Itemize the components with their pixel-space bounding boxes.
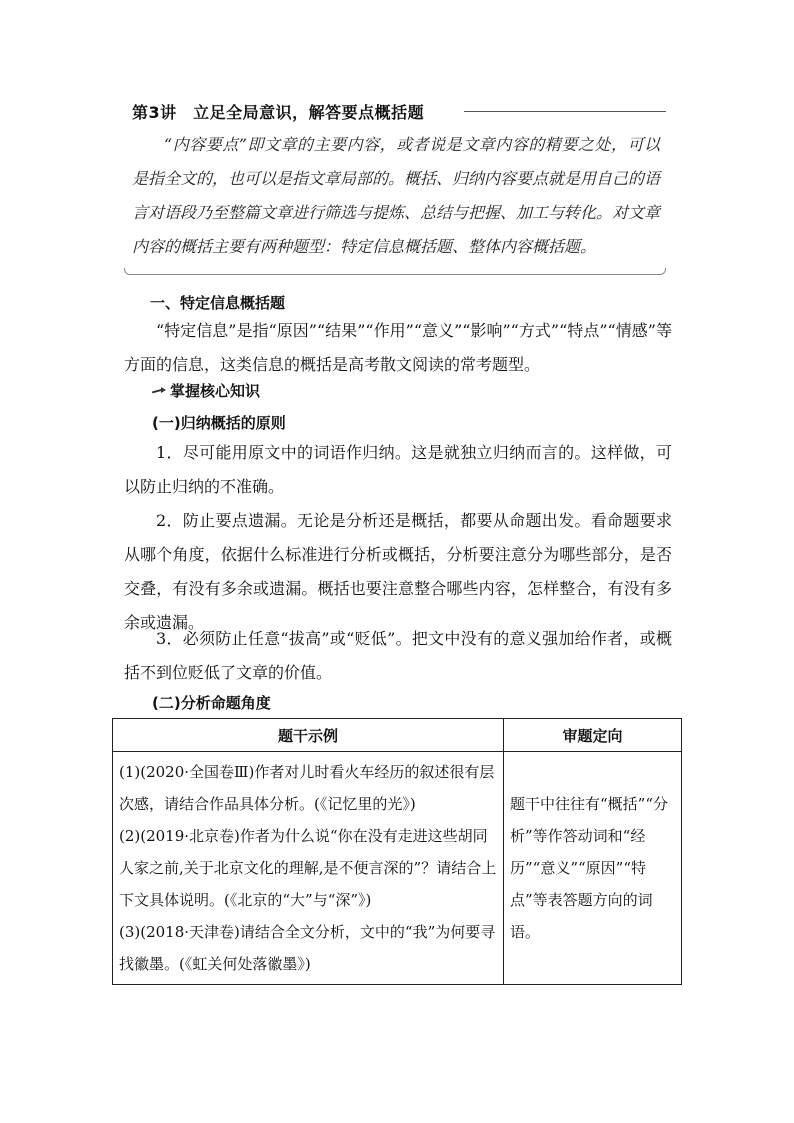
- title-rule: [464, 111, 666, 112]
- question-angle-table: [112, 718, 682, 985]
- principle-2: 2．防止要点遗漏。无论是分析还是概括，都要从命题出发。看命题要求从哪个角度，依据什么标准进行分析或概括，分析要注意分为哪些部分，是否交叠，有没有多余或遗漏。概括也要注意整合哪些内容，怎样整合，有没有多余或遗漏。: [124, 511, 672, 632]
- examples-cell: [113, 752, 504, 985]
- core-knowledge-label: 掌握核心知识: [170, 382, 261, 400]
- principles-heading: (一)归纳概括的原则: [152, 414, 286, 432]
- pen-icon: [152, 386, 166, 396]
- example-2: (2)(2019·北京卷)作者为什么说“你在没有走进这些胡同人家之前,关于北京文化的理解,是不便言深的”？请结合上下文具体说明。(《北京的“大”与“深”》): [119, 827, 497, 909]
- table-header-direction: 审题定向: [504, 719, 682, 752]
- box-bottom-rule: [124, 268, 666, 275]
- table-row: [113, 752, 682, 985]
- direction-cell: 题干中往往有“概括”“分析”等作答动词和“经历”“意义”“原因”“特点”等表答题方向的词语。: [504, 752, 682, 985]
- section-heading: 一、特定信息概括题: [150, 294, 286, 312]
- table-header-row: [113, 719, 682, 752]
- definition-paragraph: “特定信息”是指“原因”“结果”“作用”“意义”“影响”“方式”“特点”“情感”等方面的信息，这类信息的概括是高考散文阅读的常考题型。: [124, 321, 672, 374]
- principle-3: 3．必须防止任意“拔高”或“贬低”。把文中没有的意义强加给作者，或概括不到位贬低了文章的价值。: [124, 629, 672, 682]
- example-1: (1)(2020·全国卷Ⅲ)作者对儿时看火车经历的叙述很有层次感，请结合作品具体分析。(《记忆里的光》): [119, 763, 495, 813]
- lecture-title: 第3讲 立足全局意识，解答要点概括题: [132, 100, 430, 123]
- principle-1: 1．尽可能用原文中的词语作归纳。这是就独立归纳而言的。这样做，可以防止归纳的不准确。: [124, 443, 672, 496]
- intro-paragraph: “内容要点”即文章的主要内容，或者说是文章内容的精要之处，可以是指全文的，也可以是指文章局部的。概括、归纳内容要点就是用自己的语言对语段乃至整篇文章进行筛选与提炼、总结与把握、加工与转化。对文章内容的概括主要有两种题型：特定信息概括题、整体内容概括题。: [132, 135, 661, 256]
- angle-heading: (二)分析命题角度: [152, 694, 271, 712]
- example-3: (3)(2018·天津卷)请结合全文分析，文中的“我”为何要寻找徽墨。(《虹关何处落徽墨》): [119, 923, 496, 973]
- core-knowledge-heading: [152, 380, 260, 401]
- table-header-examples: 题干示例: [113, 719, 504, 752]
- lecture-intro-box: [124, 98, 666, 274]
